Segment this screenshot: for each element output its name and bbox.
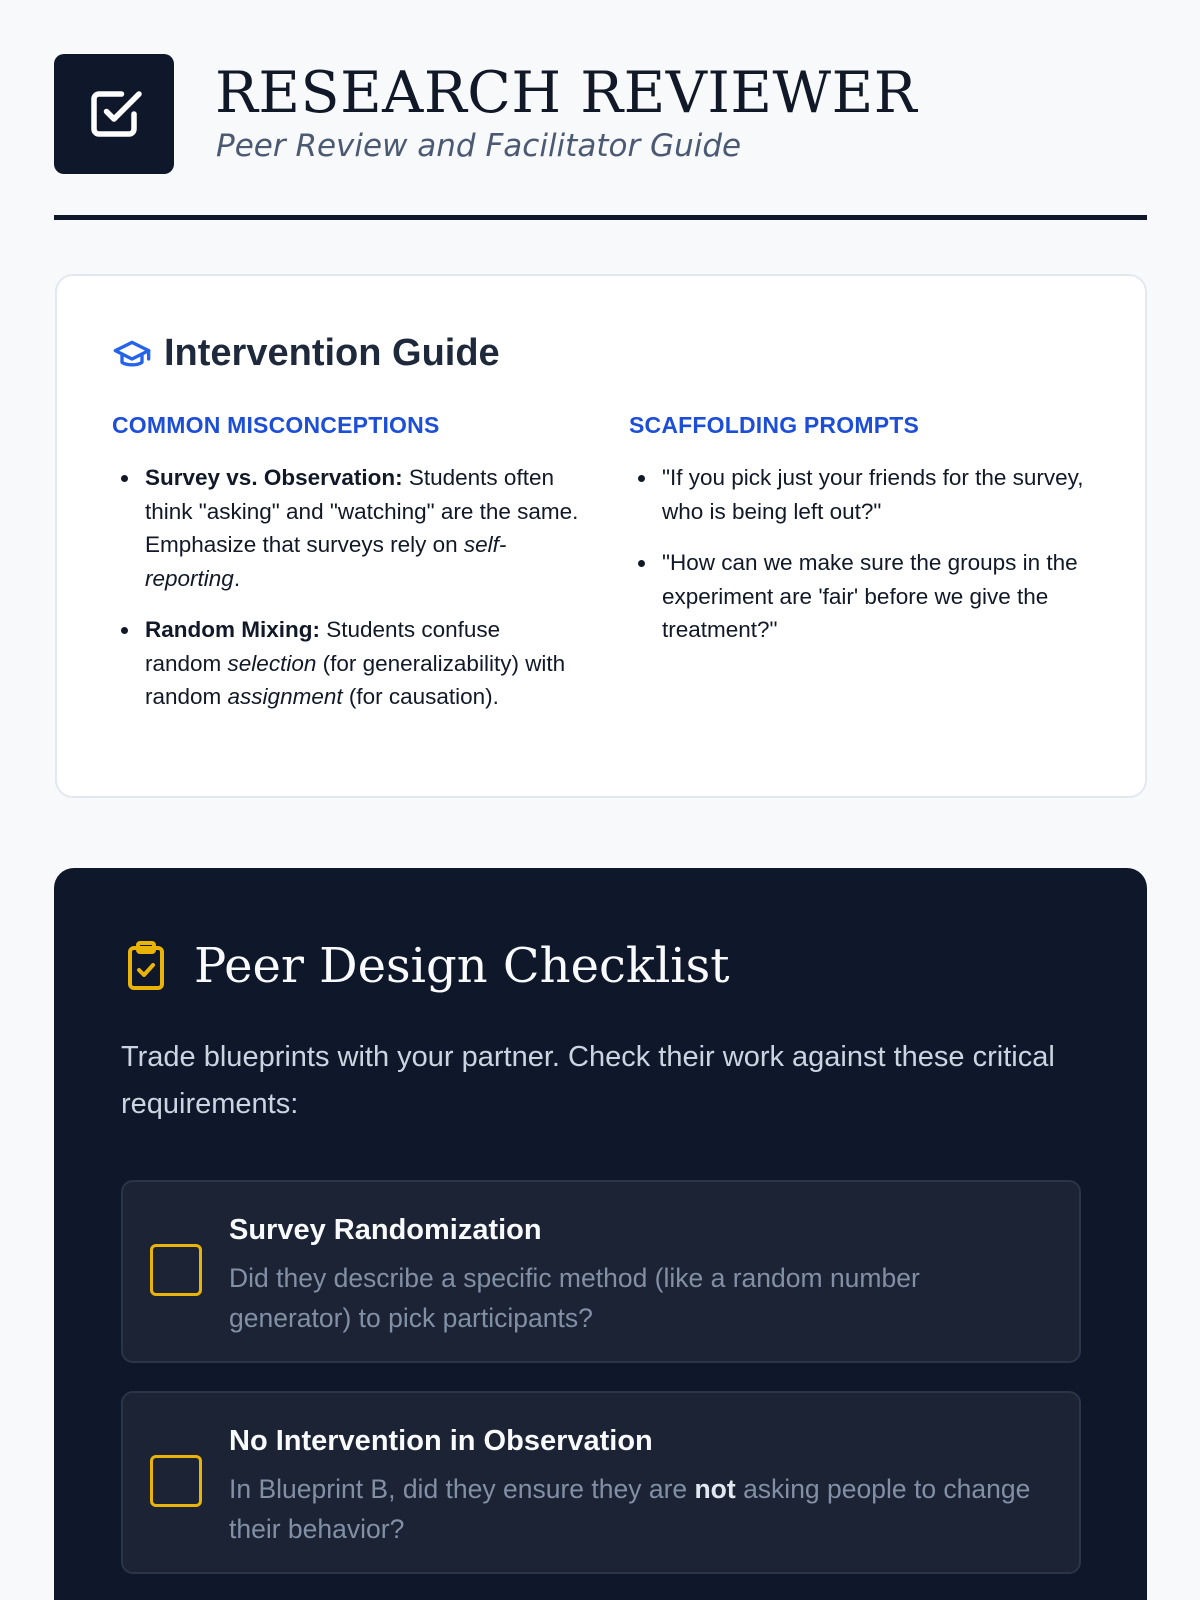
item-label: Survey vs. Observation: [145, 465, 403, 490]
checkbox-square-icon [84, 84, 144, 144]
intervention-guide-card [55, 274, 1147, 798]
desc-bold: not [694, 1474, 736, 1504]
logo [54, 54, 174, 174]
item-title: Survey Randomization [229, 1214, 542, 1246]
app-title: RESEARCH REVIEWER [215, 60, 918, 126]
list-item [112, 461, 582, 595]
misconceptions-column [112, 412, 582, 732]
graduation-cap-icon [112, 334, 152, 374]
desc-text: In Blueprint B, did they ensure they are [229, 1474, 695, 1504]
app-subtitle: Peer Review and Facilitator Guide [216, 128, 742, 164]
item-label: Random Mixing: [145, 617, 320, 642]
page-header [54, 54, 1147, 220]
item-text: Students confuse random [145, 617, 501, 676]
item-text: (for generalizability) with random [145, 650, 566, 709]
misconceptions-list [112, 461, 582, 714]
prompts-heading: SCAFFOLDING PROMPTS [629, 412, 920, 438]
list-item: "If you pick just your friends for the survey, who is being left out?" [629, 461, 1099, 528]
list-item [112, 613, 582, 714]
guide-title: Intervention Guide [164, 332, 500, 374]
item-text: (for causation). [342, 684, 499, 709]
item-text: . [233, 565, 241, 591]
misconceptions-heading: COMMON MISCONCEPTIONS [112, 412, 440, 438]
item-description: Did they describe a specific method (like a random number generator) to pick participants? [229, 1263, 920, 1333]
item-description [229, 1469, 1049, 1549]
prompts-column [629, 412, 1099, 665]
prompts-list [629, 461, 1099, 647]
desc-text: asking people to change their behavior? [229, 1474, 1031, 1544]
item-text: Students often think "asking" and "watching" are the same. Emphasize that surveys rely on [145, 465, 579, 557]
checklist-intro: Trade blueprints with your partner. Check their work against these critical requirements: [121, 1041, 1055, 1120]
checkbox[interactable] [150, 1244, 202, 1296]
checklist-heading [122, 938, 730, 994]
checklist-item-survey-randomization[interactable] [121, 1180, 1081, 1363]
item-emphasis: self-reporting [145, 532, 507, 591]
checklist-title: Peer Design Checklist [194, 938, 730, 994]
item-emphasis: selection [227, 650, 317, 676]
item-emphasis: assignment [227, 684, 343, 709]
guide-heading [112, 332, 500, 375]
checklist-item-no-intervention[interactable] [121, 1391, 1081, 1574]
item-title: No Intervention in Observation [229, 1425, 653, 1457]
list-item: "How can we make sure the groups in the experiment are 'fair' before we give the treatment?" [629, 546, 1099, 647]
checkbox[interactable] [150, 1455, 202, 1507]
peer-checklist-card [54, 868, 1147, 1600]
clipboard-check-icon [122, 940, 170, 992]
